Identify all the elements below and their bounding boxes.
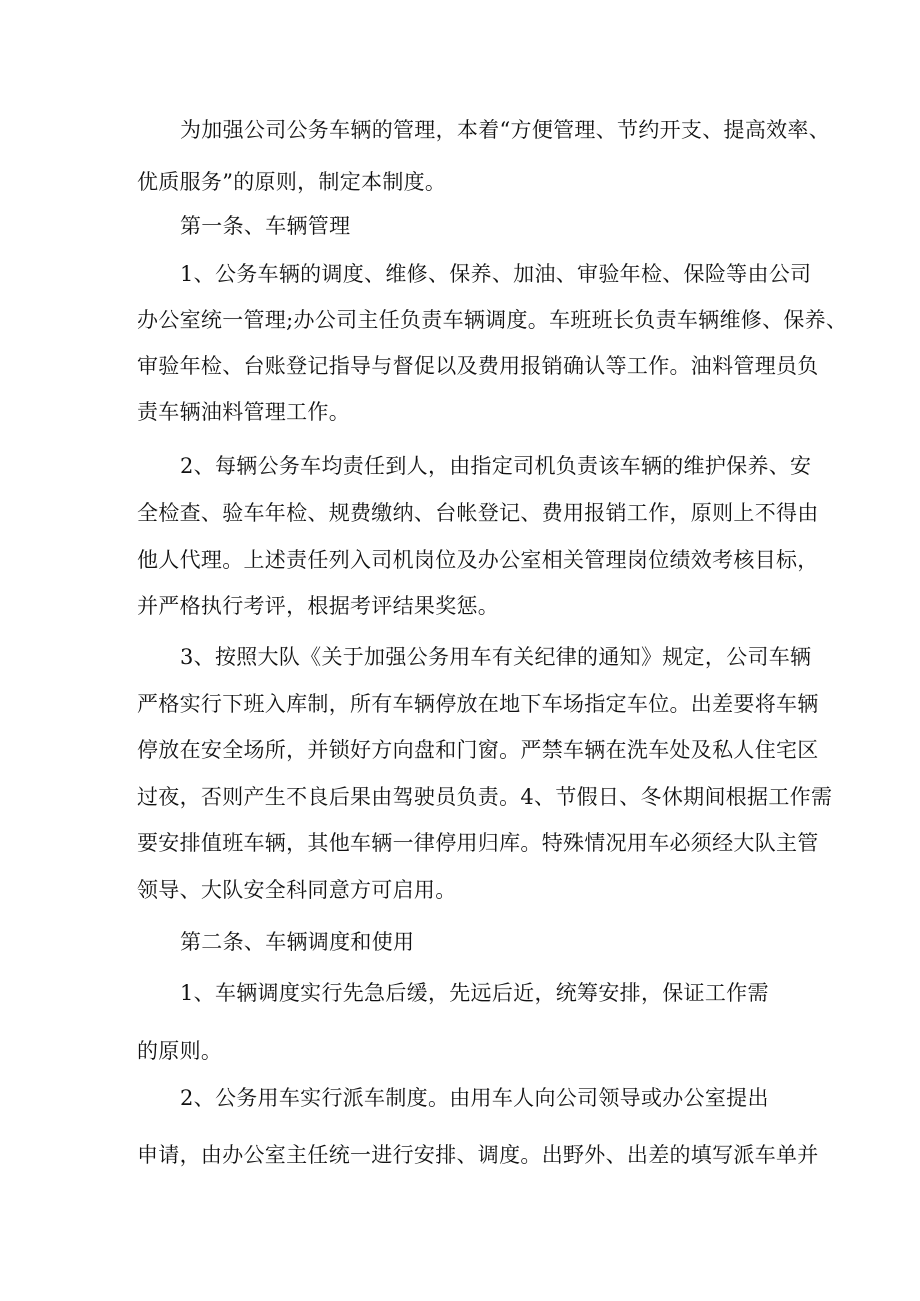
item-2-line-3: 他人代理。上述责任列入司机岗位及办公室相关管理岗位绩效考核目标， bbox=[137, 548, 819, 572]
item-3-line-4: 过夜，否则产生不良后果由驾驶员负责。4、节假日、冬休期间根据工作需 bbox=[137, 785, 833, 809]
item-3-line-5: 要安排值班车辆，其他车辆一律停用归库。特殊情况用车必须经大队主管 bbox=[137, 831, 819, 855]
item-1-line-1: 1、公务车辆的调度、维修、保养、加油、审验年检、保险等由公司 bbox=[180, 262, 812, 286]
item-2-line-2: 全检查、验车年检、规费缴纳、台帐登记、费用报销工作，原则上不得由 bbox=[137, 501, 819, 525]
item-3-line-6: 领导、大队安全科同意方可启用。 bbox=[137, 878, 457, 902]
item-1-line-2: 办公室统一管理;办公司主任负责车辆调度。车班班长负责车辆维修、保养、 bbox=[137, 308, 848, 332]
item-1-line-4: 责车辆油料管理工作。 bbox=[137, 400, 350, 424]
item-2-line-1: 2、每辆公务车均责任到人，由指定司机负责该车辆的维护保养、安 bbox=[180, 454, 812, 478]
item-1-line-3: 审验年检、台账登记指导与督促以及费用报销确认等工作。油料管理员负 bbox=[137, 354, 819, 378]
item-3-line-2: 严格实行下班入库制，所有车辆停放在地下车场指定车位。出差要将车辆 bbox=[137, 692, 819, 716]
item-3-line-3: 停放在安全场所，并锁好方向盘和门窗。严禁车辆在洗车处及私人住宅区 bbox=[137, 738, 819, 762]
intro-line-1: 为加强公司公务车辆的管理，本着“方便管理、节约开支、提高效率、 bbox=[180, 118, 831, 142]
item-2-2-line-1: 2、公务用车实行派车制度。由用车人向公司领导或办公室提出 bbox=[180, 1086, 769, 1110]
item-3-line-1: 3、按照大队《关于加强公务用车有关纪律的通知》规定，公司车辆 bbox=[180, 645, 812, 669]
article-1-heading: 第一条、车辆管理 bbox=[180, 214, 351, 238]
item-2-2-line-2: 申请，由办公室主任统一进行安排、调度。出野外、出差的填写派车单并 bbox=[137, 1143, 819, 1167]
item-2-1-line-1: 1、车辆调度实行先急后缓，先远后近，统筹安排，保证工作需 bbox=[180, 981, 769, 1005]
article-2-heading: 第二条、车辆调度和使用 bbox=[180, 930, 415, 954]
item-2-line-4: 并严格执行考评，根据考评结果奖惩。 bbox=[137, 594, 500, 618]
item-2-1-line-2: 的原则。 bbox=[137, 1039, 223, 1063]
intro-line-2: 优质服务”的原则，制定本制度。 bbox=[137, 170, 447, 194]
